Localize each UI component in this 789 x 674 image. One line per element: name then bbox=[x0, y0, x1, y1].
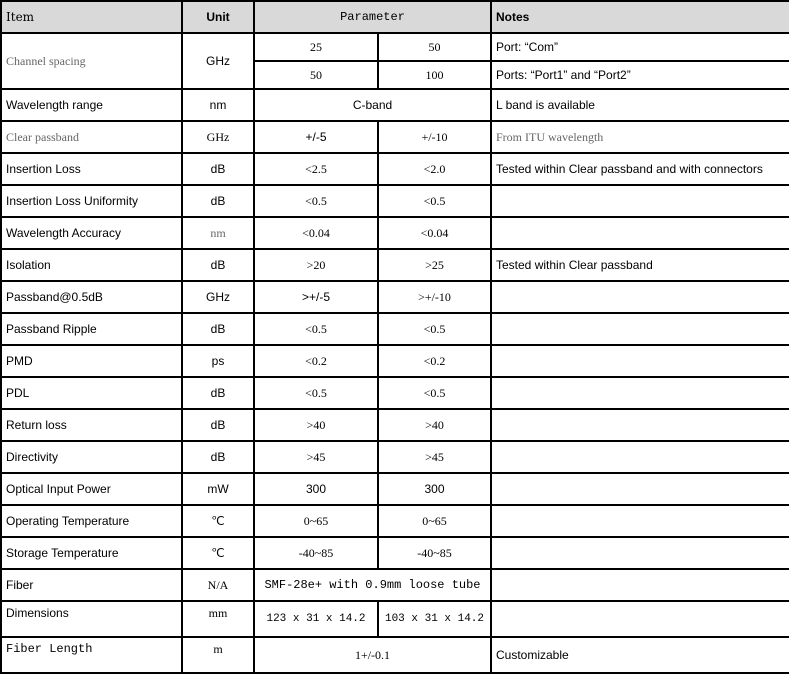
table-row bbox=[1, 313, 789, 345]
value-cell: 100 bbox=[378, 61, 491, 89]
item-cell: Passband Ripple bbox=[1, 313, 182, 345]
notes-cell: Port: “Com” bbox=[491, 33, 789, 61]
value-cell: >40 bbox=[254, 409, 378, 441]
item-cell: Operating Temperature bbox=[1, 505, 182, 537]
value-cell: 123 x 31 x 14.2 bbox=[254, 601, 378, 637]
notes-cell bbox=[491, 505, 789, 537]
item-cell: Wavelength range bbox=[1, 89, 182, 121]
value-cell: <0.5 bbox=[378, 377, 491, 409]
value-cell: 0~65 bbox=[254, 505, 378, 537]
notes-cell: Ports: “Port1” and “Port2” bbox=[491, 61, 789, 89]
unit-cell: mW bbox=[182, 473, 254, 505]
item-cell: Directivity bbox=[1, 441, 182, 473]
value-cell: +/-10 bbox=[378, 121, 491, 153]
notes-cell: Tested within Clear passband bbox=[491, 249, 789, 281]
unit-cell: N/A bbox=[182, 569, 254, 601]
unit-cell: dB bbox=[182, 185, 254, 217]
item-cell: PMD bbox=[1, 345, 182, 377]
value-cell: 1+/-0.1 bbox=[254, 637, 491, 673]
notes-cell bbox=[491, 217, 789, 249]
value-cell: >25 bbox=[378, 249, 491, 281]
unit-cell: dB bbox=[182, 153, 254, 185]
notes-cell bbox=[491, 281, 789, 313]
value-cell: >40 bbox=[378, 409, 491, 441]
table-row-channel-spacing bbox=[1, 33, 789, 61]
table-row bbox=[1, 121, 789, 153]
value-cell: C-band bbox=[254, 89, 491, 121]
value-cell: <0.5 bbox=[254, 377, 378, 409]
notes-cell bbox=[491, 601, 789, 637]
header-parameter: Parameter bbox=[254, 1, 491, 33]
unit-cell: nm bbox=[182, 217, 254, 249]
table-row bbox=[1, 89, 789, 121]
unit-cell: m bbox=[182, 637, 254, 673]
notes-cell bbox=[491, 473, 789, 505]
value-cell: <0.5 bbox=[254, 313, 378, 345]
value-cell: 300 bbox=[378, 473, 491, 505]
value-cell: <0.5 bbox=[378, 313, 491, 345]
table-row bbox=[1, 185, 789, 217]
value-cell: <0.2 bbox=[378, 345, 491, 377]
value-cell: >20 bbox=[254, 249, 378, 281]
header-item: Item bbox=[1, 1, 182, 33]
item-cell: Wavelength Accuracy bbox=[1, 217, 182, 249]
notes-cell: Customizable bbox=[491, 637, 789, 673]
value-cell: <0.04 bbox=[378, 217, 491, 249]
unit-cell: dB bbox=[182, 409, 254, 441]
item-cell: Isolation bbox=[1, 249, 182, 281]
notes-cell bbox=[491, 569, 789, 601]
table-row bbox=[1, 537, 789, 569]
value-cell: <0.5 bbox=[378, 185, 491, 217]
value-cell: >+/-10 bbox=[378, 281, 491, 313]
value-cell: <2.5 bbox=[254, 153, 378, 185]
item-cell: Return loss bbox=[1, 409, 182, 441]
header-notes: Notes bbox=[491, 1, 789, 33]
value-cell: 50 bbox=[254, 61, 378, 89]
item-cell: Optical Input Power bbox=[1, 473, 182, 505]
unit-cell: ps bbox=[182, 345, 254, 377]
notes-cell bbox=[491, 313, 789, 345]
item-cell: Passband@0.5dB bbox=[1, 281, 182, 313]
unit-cell: mm bbox=[182, 601, 254, 637]
unit-cell: ℃ bbox=[182, 537, 254, 569]
item-cell: Insertion Loss bbox=[1, 153, 182, 185]
table-row bbox=[1, 281, 789, 313]
notes-cell: Tested within Clear passband and with connectors bbox=[491, 153, 789, 185]
table-row bbox=[1, 409, 789, 441]
notes-cell bbox=[491, 345, 789, 377]
header-unit: Unit bbox=[182, 1, 254, 33]
value-cell: >45 bbox=[254, 441, 378, 473]
item-cell: Fiber bbox=[1, 569, 182, 601]
value-cell: <0.5 bbox=[254, 185, 378, 217]
unit-cell: GHz bbox=[182, 33, 254, 89]
notes-cell bbox=[491, 377, 789, 409]
item-cell: Clear passband bbox=[1, 121, 182, 153]
header-row bbox=[1, 1, 789, 33]
table-row bbox=[1, 217, 789, 249]
table-row bbox=[1, 473, 789, 505]
value-cell: 50 bbox=[378, 33, 491, 61]
value-cell: <0.2 bbox=[254, 345, 378, 377]
table-row bbox=[1, 505, 789, 537]
value-cell: +/-5 bbox=[254, 121, 378, 153]
unit-cell: nm bbox=[182, 89, 254, 121]
notes-cell: From ITU wavelength bbox=[491, 121, 789, 153]
table-row bbox=[1, 345, 789, 377]
table-row bbox=[1, 153, 789, 185]
value-cell: 0~65 bbox=[378, 505, 491, 537]
notes-cell bbox=[491, 441, 789, 473]
item-cell: Fiber Length bbox=[1, 637, 182, 673]
value-cell: -40~85 bbox=[378, 537, 491, 569]
value-cell: >+/-5 bbox=[254, 281, 378, 313]
item-cell: Insertion Loss Uniformity bbox=[1, 185, 182, 217]
table-row bbox=[1, 377, 789, 409]
unit-cell: GHz bbox=[182, 121, 254, 153]
table-row bbox=[1, 637, 789, 673]
value-cell: <0.04 bbox=[254, 217, 378, 249]
value-cell: >45 bbox=[378, 441, 491, 473]
item-cell: Storage Temperature bbox=[1, 537, 182, 569]
notes-cell bbox=[491, 185, 789, 217]
item-cell: PDL bbox=[1, 377, 182, 409]
unit-cell: GHz bbox=[182, 281, 254, 313]
unit-cell: dB bbox=[182, 377, 254, 409]
value-cell: SMF-28e+ with 0.9mm loose tube bbox=[254, 569, 491, 601]
unit-cell: dB bbox=[182, 441, 254, 473]
table-row bbox=[1, 569, 789, 601]
value-cell: -40~85 bbox=[254, 537, 378, 569]
unit-cell: dB bbox=[182, 249, 254, 281]
item-cell: Channel spacing bbox=[1, 33, 182, 89]
unit-cell: dB bbox=[182, 313, 254, 345]
unit-cell: ℃ bbox=[182, 505, 254, 537]
value-cell: <2.0 bbox=[378, 153, 491, 185]
value-cell: 300 bbox=[254, 473, 378, 505]
value-cell: 103 x 31 x 14.2 bbox=[378, 601, 491, 637]
table-row bbox=[1, 441, 789, 473]
table-row bbox=[1, 249, 789, 281]
notes-cell: L band is available bbox=[491, 89, 789, 121]
item-cell: Dimensions bbox=[1, 601, 182, 637]
value-cell: 25 bbox=[254, 33, 378, 61]
notes-cell bbox=[491, 409, 789, 441]
notes-cell bbox=[491, 537, 789, 569]
table-row bbox=[1, 601, 789, 637]
